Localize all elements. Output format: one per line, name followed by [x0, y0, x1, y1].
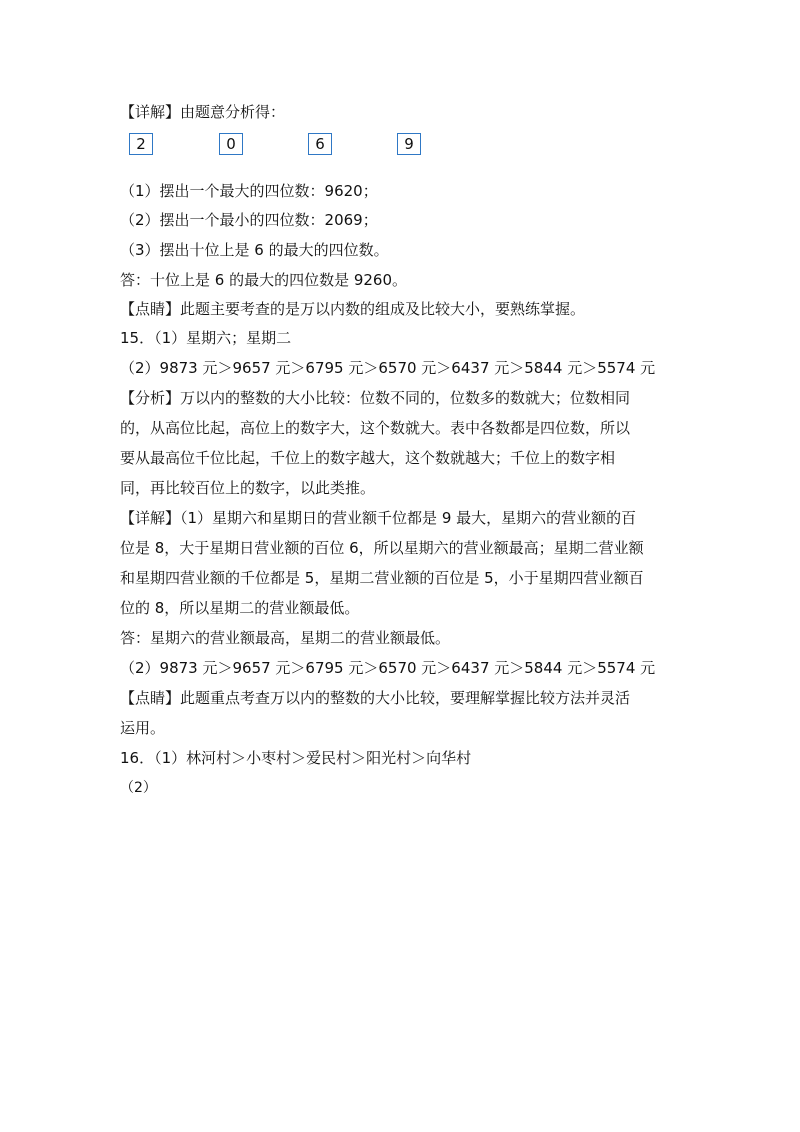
text-line: （2）9873 元＞9657 元＞6795 元＞6570 元＞6437 元＞5844 元＞5574 元	[120, 359, 656, 377]
text-line: 的，从高位比起，高位上的数字大，这个数就大。表中各数都是四位数，所以	[120, 419, 631, 437]
text-line: （3）摆出十位上是 6 的最大的四位数。	[120, 241, 389, 259]
comment-line: 【点睛】此题重点考查万以内的整数的大小比较，要理解掌握比较方法并灵活	[120, 689, 631, 707]
text-line: 要从最高位千位比起，千位上的数字越大，这个数就越大；千位上的数字相	[120, 449, 616, 467]
text-line: （1）摆出一个最大的四位数：9620；	[120, 182, 378, 200]
question-16-header: 16．（1）林河村＞小枣村＞爱民村＞阳光村＞向华村	[120, 749, 472, 767]
text-line: 位的 8，所以星期二的营业额最低。	[120, 599, 360, 617]
digit-card-4: 9	[397, 133, 421, 155]
analysis-line: 【分析】万以内的整数的大小比较：位数不同的，位数多的数就大；位数相同	[120, 389, 631, 407]
text-line: （2）摆出一个最小的四位数：2069；	[120, 211, 378, 229]
text-line: （2）	[120, 780, 157, 796]
text-line: 和星期四营业额的千位都是 5，星期二营业额的百位是 5，小于星期四营业额百	[120, 569, 644, 587]
text-line: 同，再比较百位上的数字，以此类推。	[120, 479, 376, 497]
explanation-heading: 【详解】由题意分析得：	[120, 103, 286, 121]
text-line: 运用。	[120, 719, 166, 737]
text-line: （2）9873 元＞9657 元＞6795 元＞6570 元＞6437 元＞5844 元＞5574 元	[120, 659, 656, 677]
explanation-line: 【详解】（1）星期六和星期日的营业额千位都是 9 最大，星期六的营业额的百	[120, 509, 637, 527]
comment-line: 【点睛】此题主要考查的是万以内数的组成及比较大小，要熟练掌握。	[120, 300, 586, 318]
digit-card-3: 6	[308, 133, 332, 155]
text-line: 位是 8，大于星期日营业额的百位 6，所以星期六的营业额最高；星期二营业额	[120, 539, 644, 557]
digit-card-1: 2	[129, 133, 153, 155]
answer-line: 答：十位上是 6 的最大的四位数是 9260。	[120, 271, 408, 289]
digit-card-2: 0	[219, 133, 243, 155]
answer-line: 答：星期六的营业额最高，星期二的营业额最低。	[120, 629, 451, 647]
question-15-header: 15．（1）星期六；星期二	[120, 329, 292, 347]
